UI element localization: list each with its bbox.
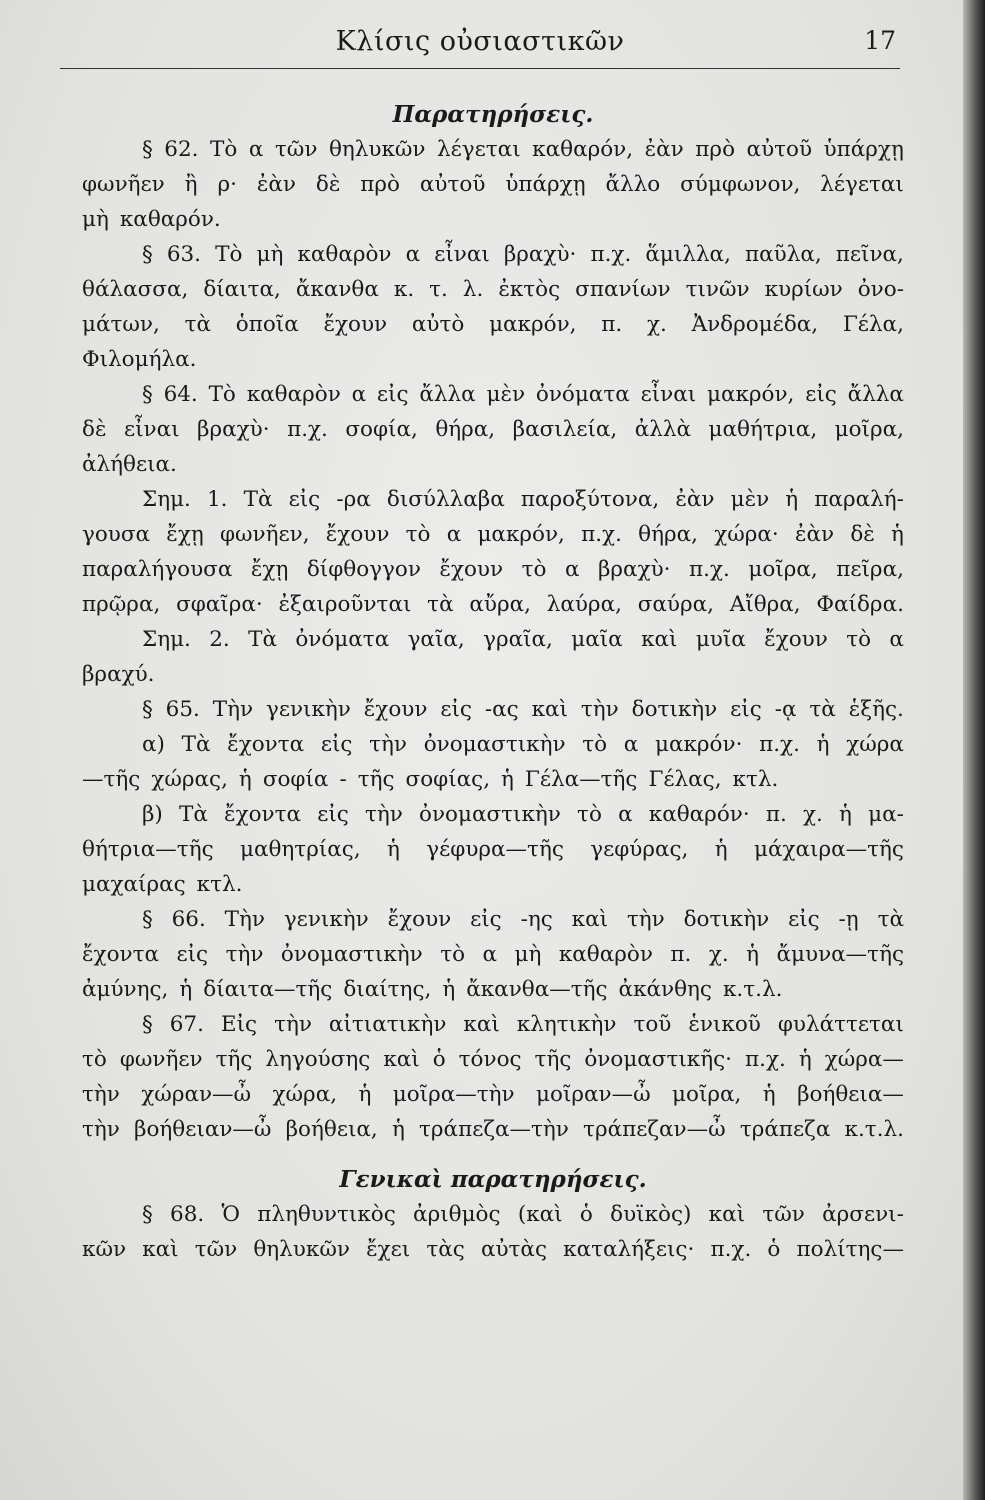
text-line: § 66. Τὴν γενικὴν ἔχουν εἰς -ης καὶ τὴν δοτικὴν εἰς -ῃ τὰ <box>142 907 904 932</box>
text-line: πρῷρα, σφαῖρα· ἐξαιροῦνται τὰ αὔρα, λαύρα, σαύρα, Αἴθρα, Φαίδρα. <box>82 592 904 617</box>
text-line: μαχαίρας κτλ. <box>82 872 243 897</box>
text-line: § 67. Εἰς τὴν αἰτιατικὴν καὶ κλητικὴν τοῦ ἑνικοῦ φυλάττεται <box>142 1012 904 1037</box>
text-line: θάλασσα, δίαιτα, ἄκανθα κ. τ. λ. ἐκτὸς σπανίων τινῶν κυρίων ὀνο- <box>82 277 904 302</box>
page-body <box>82 97 904 1267</box>
text-line: ἔχοντα εἰς τὴν ὀνομαστικὴν τὸ α μὴ καθαρὸν π. χ. ἡ ἄμυνα—τῆς <box>82 942 904 967</box>
text-line: τὸ φωνῆεν τῆς ληγούσης καὶ ὁ τόνος τῆς ὀνομαστικῆς· π.χ. ἡ χώρα— <box>82 1047 904 1072</box>
text-line: § 64. Τὸ καθαρὸν α εἰς ἄλλα μὲν ὀνόματα εἶναι μακρόν, εἰς ἄλλα <box>142 382 904 407</box>
text-line: μὴ καθαρόν. <box>82 207 221 232</box>
page-number: 17 <box>864 26 896 55</box>
text-line: —τῆς χώρας, ἡ σοφία - τῆς σοφίας, ἡ Γέλα—τῆς Γέλας, κτλ. <box>82 767 779 792</box>
text-line: μάτων, τὰ ὁποῖα ἔχουν αὐτὸ μακρόν, π. χ. Ἀνδρομέδα, Γέλα, <box>82 312 904 337</box>
page-header <box>60 22 900 69</box>
section-gap <box>82 1147 904 1162</box>
text-line: βραχύ. <box>82 662 155 687</box>
text-line: Σημ. 1. Τὰ εἰς -ρα δισύλλαβα παροξύτονα, ἐὰν μὲν ἡ παραλή- <box>142 487 904 512</box>
page-edge-shadow <box>963 0 985 1500</box>
text-line: τὴν χώραν—ὦ χώρα, ἡ μοῖρα—τὴν μοῖραν—ὦ μοῖρα, ἡ βοήθεια— <box>82 1082 904 1107</box>
text-line: τὴν βοήθειαν—ὦ βοήθεια, ἡ τράπεζα—τὴν τράπεζαν—ὦ τράπεζα κ.τ.λ. <box>82 1117 904 1142</box>
text-line: α) Τὰ ἔχοντα εἰς τὴν ὀνομαστικὴν τὸ α μακρόν· π.χ. ἡ χώρα <box>142 732 904 757</box>
text-line: φωνῆεν ἢ ρ· ἐὰν δὲ πρὸ αὐτοῦ ὑπάρχῃ ἄλλο σύμφωνον, λέγεται <box>82 172 904 197</box>
section-heading: Γενικαὶ παρατηρήσεις. <box>339 1166 647 1193</box>
text-line: γουσα ἔχῃ φωνῆεν, ἔχουν τὸ α μακρόν, π.χ. θήρα, χώρα· ἐὰν δὲ ἡ <box>82 522 904 547</box>
text-line: § 68. Ὁ πληθυντικὸς ἀριθμὸς (καὶ ὁ δυϊκὸς) καὶ τῶν ἀρσενι- <box>142 1202 904 1227</box>
text-line: § 63. Τὸ μὴ καθαρὸν α εἶναι βραχὺ· π.χ. ἅμιλλα, παῦλα, πεῖνα, <box>142 242 904 267</box>
text-line: παραλήγουσα ἔχῃ δίφθογγον ἔχουν τὸ α βραχὺ· π.χ. μοῖρα, πεῖρα, <box>82 557 904 582</box>
text-line: ἀλήθεια. <box>82 452 177 477</box>
text-line: ἀμύνης, ἡ δίαιτα—τῆς διαίτης, ἡ ἄκανθα—τῆς ἀκάνθης κ.τ.λ. <box>82 977 783 1002</box>
text-line: Σημ. 2. Τὰ ὀνόματα γαῖα, γραῖα, μαῖα καὶ μυῖα ἔχουν τὸ α <box>142 627 904 652</box>
section-heading: Παρατηρήσεις. <box>392 101 594 128</box>
running-title: Κλίσις οὐσιαστικῶν <box>335 26 625 57</box>
text-line: β) Τὰ ἔχοντα εἰς τὴν ὀνομαστικὴν τὸ α καθαρόν· π. χ. ἡ μα- <box>142 802 904 827</box>
text-line: θήτρια—τῆς μαθητρίας, ἡ γέφυρα—τῆς γεφύρας, ἡ μάχαιρα—τῆς <box>82 837 904 862</box>
text-line: κῶν καὶ τῶν θηλυκῶν ἔχει τὰς αὐτὰς καταλήξεις· π.χ. ὁ πολίτης— <box>82 1237 904 1262</box>
text-line: δὲ εἶναι βραχὺ· π.χ. σοφία, θήρα, βασιλεία, ἀλλὰ μαθήτρια, μοῖρα, <box>82 417 904 442</box>
text-line: § 65. Τὴν γενικὴν ἔχουν εἰς -ας καὶ τὴν δοτικὴν εἰς -ᾳ τὰ ἑξῆς. <box>142 697 904 722</box>
text-line: Φιλομήλα. <box>82 347 197 372</box>
text-line: § 62. Τὸ α τῶν θηλυκῶν λέγεται καθαρόν, ἐὰν πρὸ αὐτοῦ ὑπάρχῃ <box>142 137 904 162</box>
